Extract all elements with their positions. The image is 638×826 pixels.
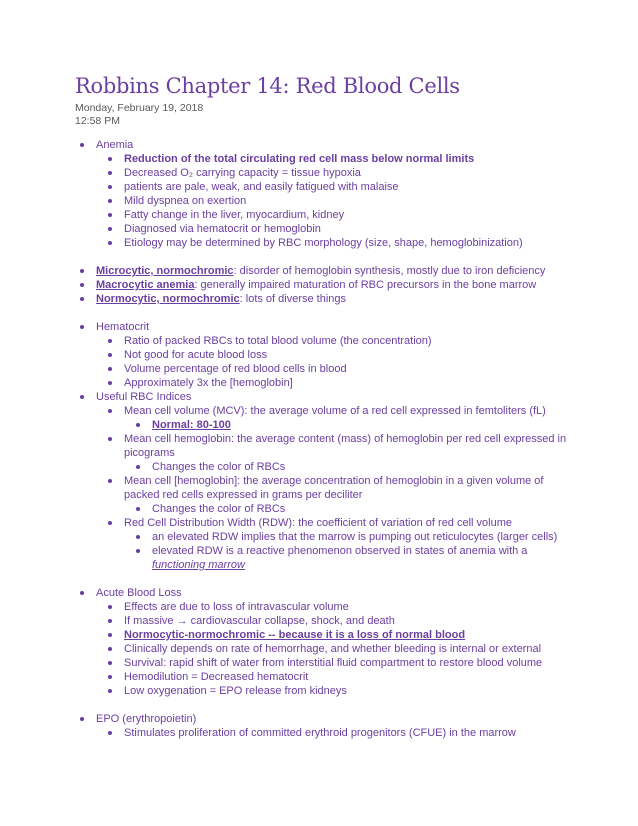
outline-item (124, 516, 512, 530)
bullet-icon (108, 185, 112, 189)
outline-item-text: Fatty change in the liver, myocardium, kidney (124, 209, 345, 221)
bullet-icon (108, 339, 112, 343)
bullet-icon (80, 325, 84, 329)
outline-item-text: Red Cell Distribution Width (RDW): the coefficient of variation of red cell volume (124, 517, 513, 529)
outline-item (124, 334, 432, 348)
bullet-icon (108, 409, 112, 413)
outline-item (124, 446, 175, 460)
bullet-icon (108, 605, 112, 609)
outline-item-text: Useful RBC Indices (96, 391, 192, 403)
outline-item (124, 348, 267, 362)
outline-item (124, 684, 347, 698)
outline-item (124, 180, 399, 194)
bullet-icon (80, 395, 84, 399)
outline-item-text: Low oxygenation = EPO release from kidneys (124, 685, 347, 697)
outline-item-text: Stimulates proliferation of committed erythroid progenitors (CFUE) in the marrow (124, 727, 516, 739)
outline-item (124, 726, 516, 740)
outline-item-text: Macrocytic anemia (96, 279, 195, 291)
outline-item (96, 712, 196, 726)
bullet-icon (80, 591, 84, 595)
bullet-icon (108, 675, 112, 679)
outline-item (96, 138, 133, 152)
outline-item (124, 432, 566, 446)
outline-item (152, 558, 245, 572)
outline-item-text: Normocytic-normochromic -- because it is a loss of normal blood (124, 629, 466, 641)
outline-item-text: Mean cell hemoglobin: the average content (mass) of hemoglobin per red cell expressed in (124, 433, 567, 445)
bullet-icon (108, 157, 112, 161)
bullet-icon (136, 535, 140, 539)
outline-item (124, 222, 321, 236)
outline-item (124, 488, 362, 502)
outline-item-text: picograms (124, 447, 175, 459)
outline-item (124, 628, 465, 642)
outline-item-text: Hemodilution = Decreased hematocrit (124, 671, 309, 683)
outline-item-text: functioning marrow (152, 559, 245, 571)
outline-item (124, 656, 542, 670)
note-date: Monday, February 19, 2018 (75, 102, 204, 114)
bullet-icon (80, 269, 84, 273)
bullet-icon (108, 353, 112, 357)
outline-item (124, 194, 246, 208)
bullet-icon (108, 521, 112, 525)
bullet-icon (108, 241, 112, 245)
outline-item-text: Changes the color of RBCs (152, 461, 286, 473)
outline-item (152, 460, 285, 474)
outline-item (124, 376, 293, 390)
outline-item-text: Acute Blood Loss (96, 587, 182, 599)
outline-item (124, 362, 347, 376)
bullet-icon (80, 283, 84, 287)
outline-item-text: If massive → cardiovascular collapse, shock, and death (124, 615, 395, 627)
outline-item (124, 670, 308, 684)
bullet-icon (80, 717, 84, 721)
outline-item (124, 614, 395, 628)
bullet-icon (136, 549, 140, 553)
outline-item-text: Mean cell [hemoglobin]: the average concentration of hemoglobin in a given volume of (124, 475, 544, 487)
bullet-icon (136, 423, 140, 427)
outline-item-text: Reduction of the total circulating red cell mass below normal limits (124, 153, 475, 165)
outline-item (124, 404, 546, 418)
bullet-icon (108, 381, 112, 385)
outline-item-text: packed red cells expressed in grams per deciliter (124, 489, 363, 501)
outline-item (96, 278, 536, 292)
outline-item (152, 530, 557, 544)
note-time: 12:58 PM (75, 115, 120, 127)
outline-item (96, 390, 191, 404)
outline-item (152, 418, 231, 432)
bullet-icon (108, 171, 112, 175)
outline-item-text: Effects are due to loss of intravascular volume (124, 601, 349, 613)
bullet-icon (108, 367, 112, 371)
outline-item (124, 236, 523, 250)
outline-item-text: Survival: rapid shift of water from interstitial fluid compartment to restore blood volume (124, 657, 543, 669)
bullet-icon (108, 661, 112, 665)
outline-item-text: Ratio of packed RBCs to total blood volume (the concentration) (124, 335, 432, 347)
outline-item-text: : lots of diverse things (239, 293, 347, 305)
outline-item-text: Diagnosed via hematocrit or hemoglobin (124, 223, 321, 235)
outline-item-text: Mean cell volume (MCV): the average volume of a red cell expressed in femtoliters (fL) (124, 405, 546, 417)
outline-item-text: : generally impaired maturation of RBC precursors in the bone marrow (194, 279, 537, 291)
bullet-icon (136, 507, 140, 511)
outline-item (152, 544, 527, 558)
outline-item (124, 642, 541, 656)
outline-item (96, 292, 346, 306)
bullet-icon (136, 465, 140, 469)
outline-item (152, 502, 285, 516)
outline-item-text: EPO (erythropoietin) (96, 713, 197, 725)
page-title: Robbins Chapter 14: Red Blood Cells (75, 74, 460, 98)
bullet-icon (108, 647, 112, 651)
outline-item-text: Anemia (96, 139, 134, 151)
outline-item-text: an elevated RDW implies that the marrow is pumping out reticulocytes (larger cells) (152, 531, 558, 543)
outline-item-text: Etiology may be determined by RBC morphology (size, shape, hemoglobinization) (124, 237, 523, 249)
outline-item-text: Clinically depends on rate of hemorrhage, and whether bleeding is internal or external (124, 643, 542, 655)
outline-item-text: Normal: 80-100 (152, 419, 231, 431)
outline-item (124, 600, 349, 614)
outline-item (124, 166, 361, 180)
outline-item-text: Approximately 3x the [hemoglobin] (124, 377, 293, 389)
bullet-icon (108, 213, 112, 217)
outline-item (96, 264, 545, 278)
bullet-icon (108, 633, 112, 637)
outline-item-text: Microcytic, normochromic (96, 265, 234, 277)
outline-item-text: Not good for acute blood loss (124, 349, 268, 361)
outline-item (96, 320, 149, 334)
outline-item (124, 152, 474, 166)
outline-item-text: Normocytic, normochromic (96, 293, 240, 305)
bullet-icon (108, 619, 112, 623)
outline-item (96, 586, 182, 600)
bullet-icon (108, 689, 112, 693)
bullet-icon (108, 731, 112, 735)
outline-item (124, 208, 344, 222)
bullet-icon (80, 143, 84, 147)
outline-item-text: Decreased O₂ carrying capacity = tissue hypoxia (124, 167, 361, 179)
outline-item-text: : disorder of hemoglobin synthesis, mostly due to iron deficiency (233, 265, 546, 277)
outline-item-text: Changes the color of RBCs (152, 503, 286, 515)
bullet-icon (80, 297, 84, 301)
bullet-icon (108, 437, 112, 441)
outline-item-text: elevated RDW is a reactive phenomenon observed in states of anemia with a (152, 545, 528, 557)
bullet-icon (108, 479, 112, 483)
outline-item-text: Volume percentage of red blood cells in blood (124, 363, 347, 375)
outline-item (124, 474, 543, 488)
bullet-icon (108, 227, 112, 231)
outline-item-text: patients are pale, weak, and easily fatigued with malaise (124, 181, 399, 193)
bullet-icon (108, 199, 112, 203)
outline-item-text: Hematocrit (96, 321, 150, 333)
outline-item-text: Mild dyspnea on exertion (124, 195, 247, 207)
